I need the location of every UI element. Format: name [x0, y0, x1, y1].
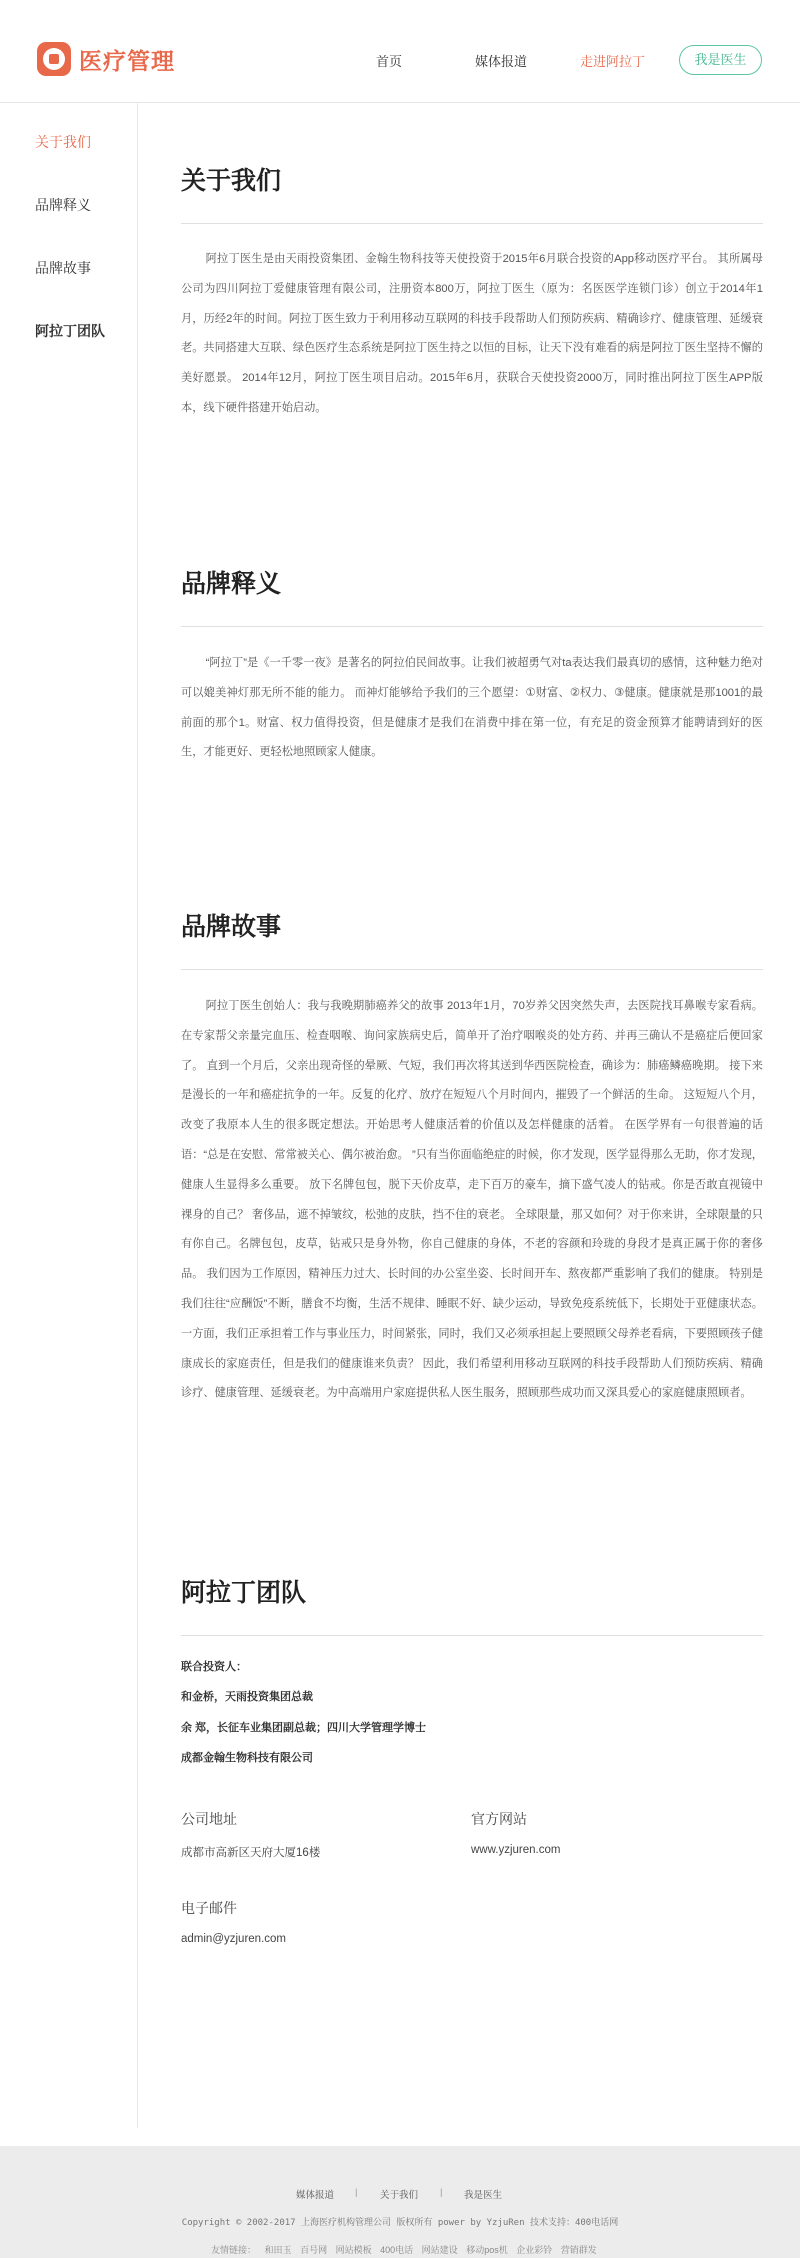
sidebar-item-team[interactable]: 阿拉丁团队: [35, 323, 105, 339]
footer-separator: |: [355, 2187, 358, 2198]
i-am-doctor-button[interactable]: 我是医生: [679, 45, 762, 75]
friend-link[interactable]: 营销群发: [560, 2245, 597, 2255]
team-line: 成都金翰生物科技有限公司: [181, 1752, 313, 1764]
friend-link[interactable]: 网站建设: [421, 2245, 458, 2255]
divider: [181, 626, 763, 627]
friend-link[interactable]: 400电话: [380, 2245, 414, 2255]
footer-separator: |: [440, 2187, 443, 2198]
section-title-story: 品牌故事: [181, 913, 282, 941]
sidebar-item-brand-meaning[interactable]: 品牌释义: [35, 197, 91, 213]
nav-media-reports[interactable]: 媒体报道: [475, 54, 528, 69]
website-label: 官方网站: [471, 1811, 527, 1827]
address-label: 公司地址: [181, 1811, 237, 1827]
section-text-story: 阿拉丁医生创始人：我与我晚期肺癌养父的故事 2013年1月，70岁养父因突然失声，去医院找耳鼻喉专家看病。在专家帮父亲量完血压、检查咽喉、询问家族病史后，简单开了治疗咽喉炎的处方药、并再三确认不是癌症后便回家了。 直到一个月后，父亲出现奇怪的晕厥、气短，我们再次将其送到华西医院检查，确诊为：肺癌鳞癌晚期。 接下来是漫长的一年和癌症抗争的一年。反复的化疗、放疗在短短八个月时间内，摧毁了一个鲜活的生命。 这短短八个月，改变了我原本人生的很多既定想法。开始思考人健康活着的价值以及怎样健康的活着。 在医学界有一句很普遍的话语：“总是在安慰、常常被关心、偶尔被治愈。 ”只有当你面临绝症的时候，你才发现，医学显得那么无助，你才发现，健康人生显得多么重要。 放下名牌包包，脱下天价皮草，走下百万的豪车，摘下盛气凌人的钻戒。你是否敢直视镜中裸身的自己？ 奢侈品，遮不掉皱纹，松弛的皮肤，挡不住的衰老。 全球限量，那又如何？对于你来讲，全球限量的只有你自己。名牌包包，皮草，钻戒只是身外物，你自己健康的身体，不老的容颜和玲珑的身段才是真正属于你的奢侈品。 我们因为工作原因，精神压力过大、长时间的办公室坐姿、长时间开车、熬夜都严重影响了我们的健康。 特别是我们往往“应酬饭”不断，膳食不均衡，生活不规律、睡眠不好、缺少运动，导致免疫系统低下，长期处于亚健康状态。 一方面，我们正承担着工作与事业压力，时间紧张，同时，我们又必须承担起上要照顾父母养老看病，下要照顾孩子健康成长的家庭责任，但是我们的健康谁来负责？ 因此，我们希望利用移动互联网的科技手段帮助人们预防疾病、精确诊疗、健康管理、延缓衰老。为中高端用户家庭提供私人医生服务，照顾那些成功而又深具爱心的家庭健康照顾者。: [181, 1000, 763, 1400]
friend-links-label: 友情链接：: [211, 2245, 257, 2255]
friend-links: [211, 2243, 603, 2256]
nav-about-aladdin[interactable]: 走进阿拉丁: [580, 54, 646, 69]
section-text-brand: “阿拉丁”是《一千零一夜》是著名的阿拉伯民间故事。让我们被超勇气对ta表达我们最真切的感情，这种魅力绝对可以媲美神灯那无所不能的能力。 而神灯能够给予我们的三个愿望：①财富、②权力、③健康。健康就是那1001的最前面的那个1。财富、权力值得投资，但是健康才是我们在消费中排在第一位，有充足的资金预算才能聘请到好的医生，才能更好、更轻松地照顾家人健康。: [181, 657, 763, 759]
sidebar-item-about-us[interactable]: 关于我们: [35, 134, 91, 150]
copyright-text: Copyright © 2002-2017 上海医疗机构管理公司 版权所有 power by YzjuRen 技术支持：400电话网: [181, 2218, 619, 2228]
footer-links: [0, 2187, 800, 2203]
friend-link[interactable]: 企业彩铃: [516, 2245, 553, 2255]
friend-link[interactable]: 和田玉: [264, 2245, 292, 2255]
footer-link-about[interactable]: 关于我们: [380, 2190, 419, 2201]
footer-link-media[interactable]: 媒体报道: [296, 2190, 335, 2201]
main-nav: [0, 45, 800, 73]
website-link[interactable]: www.yzjuren.com: [471, 1844, 561, 1856]
section-title-team: 阿拉丁团队: [181, 1579, 307, 1607]
friend-link[interactable]: 移动pos机: [466, 2245, 508, 2255]
footer-link-doctor[interactable]: 我是医生: [464, 2190, 503, 2201]
divider: [181, 969, 763, 970]
site-header: [0, 0, 800, 103]
team-line: 和金桥，天雨投资集团总裁: [181, 1691, 313, 1703]
team-line: 联合投资人：: [181, 1661, 247, 1673]
team-line: 余 郑，长征车业集团副总裁；四川大学管理学博士: [181, 1722, 427, 1734]
logo-text: 医疗管理: [79, 47, 175, 74]
friend-link[interactable]: 百号网: [300, 2245, 328, 2255]
email-link[interactable]: admin@yzjuren.com: [181, 1933, 286, 1945]
email-label: 电子邮件: [181, 1900, 237, 1916]
friend-link[interactable]: 网站模板: [335, 2245, 372, 2255]
section-text-about: 阿拉丁医生是由天雨投资集团、金翰生物科技等天使投资于2015年6月联合投资的App移动医疗平台。 其所属母公司为四川阿拉丁爱健康管理有限公司，注册资本800万，阿拉丁医生（原为：名医医学连锁门诊）创立于2014年1月，历经2年的时间。阿拉丁医生致力于利用移动互联网的科技手段帮助人们预防疾病、精确诊疗、健康管理、延缓衰老。共同搭建大互联、绿色医疗生态系统是阿拉丁医生持之以恒的目标，让天下没有难看的病是阿拉丁医生坚持不懈的美好愿景。 2014年12月，阿拉丁医生项目启动。2015年6月，获联合天使投资2000万，同时推出阿拉丁医生APP版本，线下硬件搭建开始启动。: [181, 253, 763, 414]
sidebar-item-brand-story[interactable]: 品牌故事: [35, 260, 91, 276]
nav-home[interactable]: 首页: [376, 54, 403, 69]
site-footer: [0, 2146, 800, 2258]
divider: [181, 1635, 763, 1636]
address-value: 成都市高新区天府大厦16楼: [181, 1847, 321, 1859]
section-title-brand: 品牌释义: [181, 570, 282, 598]
section-title-about: 关于我们: [181, 167, 282, 195]
divider: [181, 223, 763, 224]
sidebar: [0, 103, 138, 2128]
